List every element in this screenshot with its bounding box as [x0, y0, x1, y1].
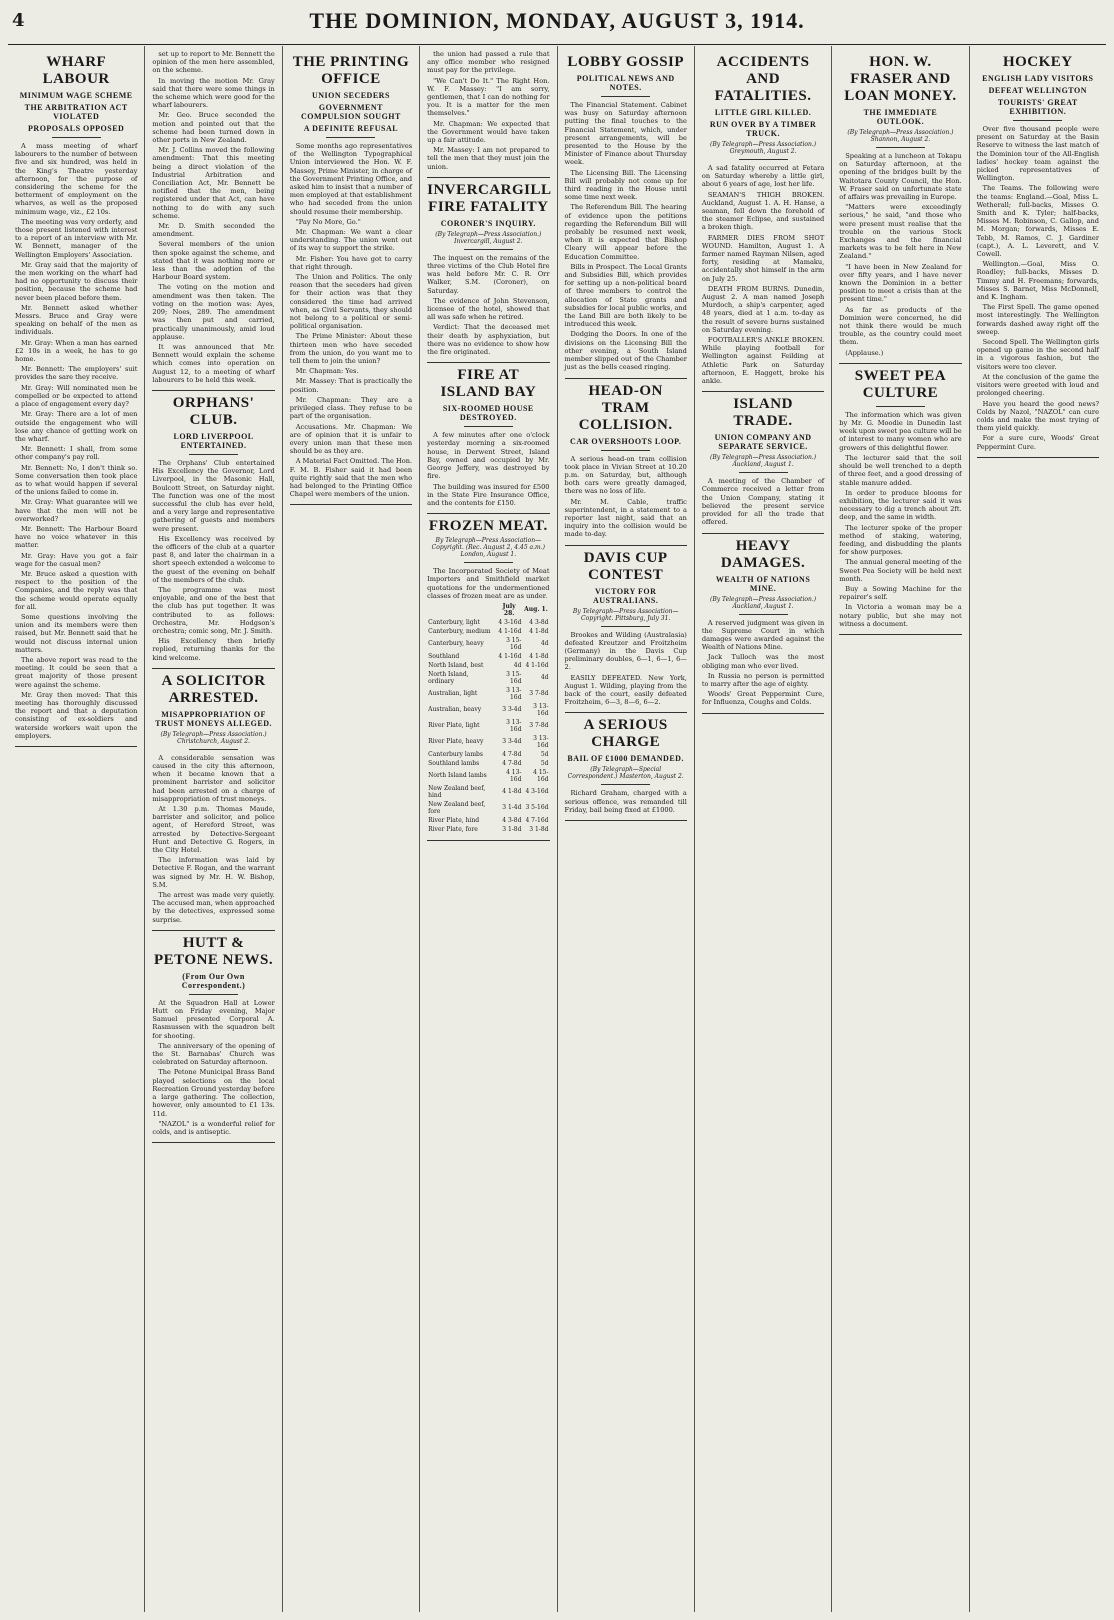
article-paragraph: Mr. Gray then moved: That this meeting has thoroughly discussed the report and that a deputation consisting of ex-soldiers and waterside workers wait upon the employers. — [15, 690, 138, 740]
article-paragraph: Mr. Massey: That is practically the position. — [289, 377, 413, 394]
price-table-cell: North Island lambs — [428, 772, 487, 780]
article — [565, 550, 687, 714]
article-dateline: (By Telegraph—Press Association.) Greymouth, August 2. — [709, 141, 817, 155]
article-subhead: MISAPPROPRIATION OF TRUST MONEYS ALLEGED. — [155, 709, 272, 728]
article-paragraph: FOOTBALLER'S ANKLE BROKEN. While playing football for Wellington against Feilding at Athletic Park on Saturday afternoon, E. Haggett, broke his ankle. — [701, 336, 825, 386]
article-divider — [565, 820, 687, 821]
article — [15, 54, 137, 747]
article-headline: HON. W. FRASER AND LOAN MONEY. — [844, 54, 957, 104]
price-table-cell: 4d — [540, 640, 549, 648]
headline-rule — [464, 562, 513, 563]
article-paragraph: "NAZOL" is a wonderful relief for colds, and is antiseptic. — [152, 1119, 275, 1136]
article-paragraph: DEATH FROM BURNS. Dunedin, August 2. A man named Joseph Murdoch, a ship's carpenter, aged 48 years, died at 1 a.m. to-day as the result of severe burns sustained on Saturday evening. — [701, 284, 825, 334]
price-table-row — [427, 768, 549, 784]
article-paragraph: Mr. Bennett: I shall, from some other company's pay roll. — [15, 445, 138, 462]
article-paragraph: Several members of the union then spoke against the scheme, and stated that it was nothing more or less than the adoption of the Harbour Board system. — [152, 240, 275, 282]
article-divider — [152, 390, 274, 391]
headline-rule — [326, 137, 375, 138]
article-divider — [702, 533, 824, 534]
article-divider — [152, 930, 274, 931]
article-subhead: ENGLISH LADY VISITORS — [982, 74, 1094, 83]
price-table-cell: New Zealand beef, fore — [428, 800, 486, 815]
price-table-cell: 4 3-16d — [525, 788, 549, 796]
article-paragraph: The above report was read to the meeting. It could be seen that a great majority of those present were against the scheme. — [15, 655, 138, 689]
article-paragraph: In Russia no person is permitted to marry after the age of eighty. — [701, 671, 825, 688]
article-paragraph: His Excellency was received by the officers of the club at a quarter past 8, and later the chairman in a short speech extended a welcome to the guest of the evening on behalf of the members of the club. — [152, 534, 275, 584]
price-table-row — [427, 652, 549, 661]
article-paragraph: Some questions involving the union and its members were then raised, but Mr. Bennett said that he would not discuss internal union matters. — [15, 612, 138, 654]
price-table-cell: 4 1-16d — [498, 627, 522, 635]
article-paragraph: The Union and Politics. The only reason that the seceders had given for their action was that they considered the time had arrived when, as Civil Servants, they should not belong to a political or semi-political organisation. — [289, 273, 413, 331]
article-paragraph: Dodging the Doors. In one of the divisions on the Licensing Bill the other evening, a South Island member slipped out of the Chamber just as the bells ceased ringing. — [564, 330, 687, 372]
article-divider — [565, 712, 687, 713]
article-headline: ORPHANS' CLUB. — [172, 394, 255, 428]
article-paragraph: Mr. Bennett: The Harbour Board have no voice whatever in this matter. — [15, 524, 138, 550]
article-paragraph: The meeting was very orderly, and those present listened with interest to a report of an interview with Mr. W. Bennett, manager of the Wellington Employers' Association. — [15, 217, 138, 259]
article-divider — [152, 1142, 274, 1143]
article-paragraph: In order to produce blooms for exhibition, the lecturer said it was necessary to dig a trench about 2ft. deep, and the same in width. — [839, 488, 962, 522]
article-subhead: MINIMUM WAGE SCHEME — [19, 91, 133, 100]
article-paragraph: A mass meeting of wharf labourers to the number of between five and six hundred, was held in the King's Theatre yesterday afternoon, for the purpose of considering the scheme for the betterment of employment on the wharves, as well as the proposed minimum wage, viz., £2 10s. — [15, 142, 138, 216]
article — [427, 181, 552, 363]
article-divider — [702, 391, 824, 392]
article-paragraph: The lecturer said that the soil should be well trenched to a depth of three feet, and a good dressing of stable manure added. — [839, 453, 962, 487]
price-table-row — [427, 670, 549, 686]
article-paragraph: Jack Tulloch was the most obliging man who ever lived. — [701, 653, 825, 670]
article-divider — [152, 668, 274, 669]
article-paragraph: Mr. D. Smith seconded the amendment. — [152, 222, 275, 239]
article-divider — [15, 746, 137, 747]
price-table-cell: 3 1-4d — [502, 804, 522, 812]
price-table-head-cell — [427, 602, 496, 618]
article-dateline: (By Telegraph—Press Association.) Auckland, August 1. — [709, 454, 817, 469]
price-table-cell: 3 1-8d — [502, 825, 522, 833]
price-table-cell: Canterbury, medium — [428, 627, 491, 635]
article-paragraph: Over five thousand people were present on Saturday at the Basin Reserve to witness the last match of the Dominion tour of the All-English ladies' hockey team against the picked representatives of Wellington. — [976, 125, 1099, 183]
article-divider — [427, 840, 549, 841]
price-table-row — [427, 759, 549, 768]
article-headline: HOCKEY — [1002, 54, 1073, 70]
price-table-head-cell: Aug. 1. — [524, 606, 548, 614]
article-paragraph: A serious head-on tram collision took place in Vivian Street at 10.20 p.m. on Saturday, but, although both cars were greatly damaged, there was no loss of life. — [564, 454, 687, 496]
article — [152, 50, 274, 391]
price-table-row — [427, 702, 549, 718]
price-table-cell: 4 1-8d — [529, 652, 549, 660]
column-6 — [695, 46, 832, 1612]
price-table-cell: 4 13-16d — [506, 768, 522, 783]
article-paragraph: For a sure cure, Woods' Great Peppermint Cure. — [976, 434, 1099, 451]
price-table-cell: 4d — [513, 661, 522, 669]
article-dateline: (By Telegraph—Special Correspondent.) Masterton, August 2. — [567, 766, 684, 781]
article-subhead: LORD LIVERPOOL ENTERTAINED. — [173, 431, 254, 450]
article-divider — [427, 362, 549, 363]
headline-rule — [189, 749, 238, 750]
page-number: 4 — [12, 10, 25, 31]
price-table-head-cell: July 28. — [502, 602, 516, 617]
headline-rule — [189, 994, 238, 995]
price-table-row — [427, 816, 549, 825]
newspaper-title: THE DOMINION, MONDAY, AUGUST 3, 1914. — [309, 8, 805, 33]
article-paragraph: (Applause.) — [845, 348, 884, 357]
article-subhead: DEFEAT WELLINGTON — [988, 86, 1087, 95]
price-table-cell: 3 3-4d — [502, 738, 522, 746]
price-table-cell: 3 1-8d — [529, 825, 549, 833]
price-table-cell: Southland — [428, 652, 460, 660]
article-paragraph: The Petone Municipal Brass Band played selections on the local Recreation Ground yesterday before a large gathering. The collection, however, only amounted to £1 13s. 11d. — [152, 1068, 275, 1118]
article-paragraph: The arrest was made very quietly. The accused man, when approached by the detectives, expressed some surprise. — [152, 891, 275, 924]
article-dateline: By Telegraph—Press Association—Copyright. Pittsburg, July 31. — [572, 607, 679, 622]
article-paragraph: Wellington.—Goal, Miss O. Roadley; full-backs, Misses D. Timmy and H. Freemans; forwards, Misses S. Barnet, Miss McDonnell, and K. Ingham. — [976, 260, 1099, 302]
price-table-row — [427, 718, 549, 734]
article-paragraph: The voting on the motion and amendment was then taken. The voting on the motion was: Ayes, 209; Noes, 289. The amendment was then put and carried, practically unanimously, amid loud applause. — [152, 283, 275, 341]
article-paragraph: "Pay No More, Go." — [295, 217, 361, 226]
price-table-cell: New Zealand beef, hind — [428, 784, 486, 799]
price-table-cell: North Island, ordinary — [428, 670, 469, 685]
headline-rule — [464, 426, 513, 427]
article-headline: THE PRINTING OFFICE — [292, 54, 410, 87]
price-table-cell: Canterbury, heavy — [428, 640, 484, 648]
article-paragraph: A reserved judgment was given in the Supreme Court in which damages were awarded against the Wealth of Nations Mine. — [701, 618, 825, 652]
price-table-row — [427, 686, 549, 702]
headline-rule — [601, 626, 650, 627]
article-paragraph: SEAMAN'S THIGH BROKEN. Auckland, August 1. A. H. Hanse, a seaman, fell down the forehold of the steamer Eclipse, and sustained a broken thigh. — [701, 190, 825, 232]
article-divider — [839, 363, 961, 364]
article-paragraph: Mr. Chapman: Yes. — [295, 367, 359, 376]
article-headline: DAVIS CUP CONTEST — [583, 549, 668, 583]
article-paragraph: the union had passed a rule that any office member who resigned must pay for the privilege. — [427, 50, 550, 75]
article-headline: A SERIOUS CHARGE — [583, 717, 668, 751]
price-table-cell: 4 1-8d — [529, 627, 549, 635]
article-paragraph: Mr. Gray: When a man has earned £2 10s in a week, he has to go home. — [15, 338, 138, 364]
price-table-cell: North Island, best — [428, 661, 484, 669]
article-subhead: POLITICAL NEWS AND NOTES. — [576, 74, 675, 92]
article-headline: WHARF LABOUR — [42, 54, 110, 87]
article-paragraph: In Victoria a woman may be a notary public, but she may not witness a document. — [839, 603, 962, 628]
article-paragraph: It was announced that Mr. Bennett would explain the scheme which comes into operation on August 12, to a meeting of wharf labourers to be held this week. — [152, 342, 275, 384]
article-paragraph: The evidence of John Stevenson, licensee of the hotel, showed that all was safe when he retired. — [427, 296, 550, 322]
article-paragraph: Mr. Bruce asked a question with respect to the position of the Companies, and the reply was that the scheme would operate equally for all. — [15, 569, 138, 611]
article-paragraph: Mr. J. Collins moved the following amendment: That this meeting being a direct violation of the Industrial Arbitration and Conciliation Act, Mr. Bennett be notified that the men, being registered under that Act, can have nothing to do with any such scheme. — [152, 146, 275, 220]
headline-rule — [876, 147, 925, 148]
article-headline: HUTT & PETONE NEWS. — [154, 934, 274, 968]
column-8 — [970, 46, 1106, 1612]
article-subhead: VICTORY FOR AUSTRALIANS. — [593, 586, 659, 605]
column-4 — [420, 46, 557, 1612]
masthead — [8, 4, 1106, 45]
price-table-cell: River Plate, fore — [428, 825, 478, 833]
article-headline: HEAD-ON TRAM COLLISION. — [578, 382, 673, 433]
article — [152, 935, 274, 1143]
headline-rule — [739, 159, 788, 160]
price-table-cell: Australian, heavy — [428, 706, 482, 714]
price-table-cell: 4d — [540, 674, 549, 682]
column-5 — [558, 46, 695, 1612]
article-paragraph: Mr. Bennett: The employers' suit provides the sare they receive. — [15, 365, 138, 382]
article-paragraph: The lecturer spoke of the proper method of staking, watering, feeding, and disbudding the plants for show purposes. — [839, 523, 962, 557]
headline-rule — [601, 450, 650, 451]
article-paragraph: The building was insured for £500 in the State Fire Insurance Office, and the contents for £150. — [427, 482, 550, 507]
article-divider — [565, 545, 687, 546]
price-table-row — [427, 734, 549, 750]
article — [839, 368, 961, 635]
article-paragraph: Mr. M. Cable, traffic superintendent, in a statement to a reporter last night, said that an inquiry into the collision would be made to-day. — [564, 497, 687, 539]
article-paragraph: The anniversary of the opening of the St. Barnabas' Church was celebrated on Saturday afternoon. — [152, 1041, 275, 1067]
article-subhead: WEALTH OF NATIONS MINE. — [715, 574, 811, 593]
article-paragraph: Speaking at a luncheon at Tokapu on Saturday afternoon, at the opening of the bridges built by the Waitotara County Council, the Hon. W. Fraser said on unfortunate state of affairs was prevailing in Europe. — [839, 152, 962, 202]
article-paragraph: "Matters were exceedingly serious," he said, "and those who were present must realise that the trouble on the various Stock Exchanges and the financial markets was to be felt here in New Zealand." — [839, 203, 962, 261]
headline-rule — [464, 249, 513, 250]
article-headline: INVERCARGILL FIRE FATALITY — [427, 181, 552, 215]
price-table-cell: Australian, light — [428, 690, 478, 698]
price-table — [427, 602, 549, 834]
article-paragraph: A sad fatality occurred at Fetara on Saturday whereby a little girl, about 6 years of age, lost her life. — [701, 164, 825, 189]
article-dateline: (By Telegraph—Press Association.) Christchurch, August 2. — [160, 730, 267, 745]
article-paragraph: set up to report to Mr. Bennett the opinion of the men here assembled, on the scheme. — [152, 50, 275, 75]
article-paragraph: The First Spell. The game opened most interestingly. The Wellington forwards dashed away right off the sweep. — [976, 303, 1099, 336]
price-table-cell: 4 3-16d — [498, 618, 522, 626]
article-divider — [565, 378, 687, 379]
article-paragraph: At 1.30 p.m. Thomas Maude, barrister and solicitor, and police agent, of Hereford Street, was arrested by Detective-Sergeant Hunt and Detective G. Rogers, in the City Hotel. — [152, 805, 275, 855]
columns-container — [8, 46, 1106, 1612]
article-subhead: GOVERNMENT COMPULSION SOUGHT — [301, 103, 401, 121]
headline-rule — [601, 96, 650, 97]
article-divider — [427, 513, 549, 514]
article-subhead: CAR OVERSHOOTS LOOP. — [570, 436, 682, 446]
price-table-cell: 4 3-8d — [529, 618, 549, 626]
price-table-cell: 4 7-8d — [502, 750, 522, 758]
article — [427, 518, 549, 841]
article-subhead: RUN OVER BY A TIMBER TRUCK. — [709, 120, 817, 138]
article-subhead: UNION COMPANY AND SEPARATE SERVICE. — [714, 433, 812, 452]
article-paragraph: Mr. Gray: What guarantee will we have that the men will not be overworked? — [15, 498, 138, 523]
price-table-cell: 3 5-16d — [525, 804, 549, 812]
article-headline: ISLAND TRADE. — [733, 396, 793, 430]
price-table-cell: 4 3-8d — [502, 816, 522, 824]
column-7 — [832, 46, 969, 1612]
price-table-cell: Southland lambs — [428, 759, 480, 767]
price-table-cell: 3 13-16d — [533, 734, 549, 749]
article-paragraph: Mr. Bennett asked whether Messrs. Bruce and Gray were speaking on behalf of the men as individuals. — [15, 303, 138, 337]
article-paragraph: At the Squadron Hall at Lower Hutt on Friday evening, Major Samuel presented Corporal A. Rasmussen with the squadron belt for shooting. — [152, 998, 275, 1040]
article-dateline: (By Telegraph—Press Association.) Auckland, August 1. — [709, 595, 817, 610]
price-table-cell: 4 1-16d — [498, 652, 522, 660]
article-paragraph: Mr. Geo. Bruce seconded the motion and pointed out that the scheme had been turned down in other ports in New Zealand. — [152, 111, 275, 145]
article — [977, 54, 1099, 458]
article — [427, 50, 549, 178]
article — [565, 383, 687, 546]
price-table-cell: Canterbury, light — [428, 618, 480, 626]
article-subhead: SIX-ROOMED HOUSE DESTROYED. — [442, 404, 534, 423]
price-table-cell: 3 13-16d — [506, 686, 522, 701]
price-table-row — [427, 636, 549, 652]
price-table-cell: Canterbury lambs — [428, 750, 483, 758]
article-paragraph: Mr. Chapman: We want a clear understanding. The union went out of its way to support the strike. — [289, 228, 413, 253]
article-dateline: (By Telegraph—Press Association.) Shannon, August 2. — [847, 129, 954, 143]
article-paragraph: The Teams. The following were the teams: England.—Goal, Miss L. Wetherall; full-backs, Misses O. Smith and K. Tyler; half-backs, Misses M. Robinson, C. Gallop, and M. Morgan; forwards, Misses E. Tebb, M. Ramos, C. J. Gardiner (capt.), A. L. Leverett, and V. Cowell. — [976, 184, 1099, 259]
headline-rule — [876, 406, 925, 407]
article-paragraph: At the conclusion of the game the visitors were greeted with loud and prolonged cheering. — [976, 372, 1099, 398]
article-paragraph: The Licensing Bill. The Licensing Bill will probably not come up for third reading in the House until some time next week. — [564, 168, 687, 202]
price-table-cell: 4 15-16d — [533, 768, 549, 783]
price-table-cell: 3 15-16d — [506, 670, 522, 685]
article-headline: A SOLICITOR ARRESTED. — [161, 672, 266, 706]
article-paragraph: Have you heard the good news? Colds by Nazol, "NAZOL" can cure colds and make the most trying of them yield quickly. — [976, 399, 1099, 433]
article-divider — [702, 713, 824, 714]
article-subhead: (From Our Own Correspondent.) — [181, 971, 246, 990]
headline-rule — [52, 137, 101, 138]
article-paragraph: EASILY DEFEATED. New York, August 1. Wilding, playing from the back of the court, easily defeated Froitzheim, 6—3, 8—6, 6—2. — [564, 673, 687, 707]
article-paragraph: Mr. Fisher: You have got to carry that right through. — [289, 254, 413, 271]
price-table-cell: River Plate, heavy — [428, 738, 484, 746]
article-paragraph: A meeting of the Chamber of Commerce received a letter from the Union Company, stating it believed the present service provided for all the trade that offered. — [701, 477, 825, 527]
article-paragraph: A considerable sensation was caused in the city this afternoon, when it became known that a prominent barrister and solicitor had been arrested on a charge of misappropriation of trust moneys. — [152, 753, 275, 803]
price-table-cell: River Plate, light — [428, 722, 480, 730]
article — [152, 395, 274, 669]
price-table-row — [427, 661, 549, 670]
article-paragraph: Verdict: That the deceased met their death by asphyxiation, but there was no evidence to show how the fire originated. — [427, 323, 550, 357]
article-subhead: LITTLE GIRL KILLED. — [714, 108, 812, 117]
article-paragraph: Brookes and Wilding (Australasia) defeated Kreutzer and Froitzheim (Germany) in the Davis Cup preliminary doubles, 6—1, 6—1, 6—2. — [564, 630, 687, 672]
article-subhead: UNION SECEDERS — [311, 91, 390, 100]
price-table-row — [427, 750, 549, 759]
article — [565, 54, 687, 379]
article-paragraph: Mr. Massey: I am not prepared to tell the men that they must join the union. — [427, 146, 550, 171]
article-dateline: By Telegraph—Press Association—Copyright. (Rec. August 2, 4.45 a.m.) London, August 1. — [431, 537, 545, 559]
price-table-cell: 4 7-8d — [502, 759, 522, 767]
price-table-row — [427, 618, 549, 627]
price-table-cell: 4 1-8d — [502, 788, 522, 796]
article-paragraph: Mr. Chapman: We expected that the Government would have taken up a fair attitude. — [427, 119, 550, 145]
article-subhead: CORONER'S INQUIRY. — [440, 218, 536, 228]
article-paragraph: The Referendum Bill. The hearing of evidence upon the petitions regarding the Referendum Bill will probably be resumed next week, when it is expected that Bishop Cleary will appear before the Education Committee. — [564, 203, 687, 261]
price-table-cell: 4 1-16d — [525, 661, 549, 669]
price-table-cell: 3 7-8d — [529, 722, 549, 730]
article — [702, 54, 824, 392]
article-subhead: THE IMMEDIATE OUTLOOK. — [863, 108, 938, 126]
article-subhead: THE ARBITRATION ACT VIOLATED — [24, 103, 128, 121]
article-divider — [839, 634, 961, 635]
article-paragraph: The Orphans' Club entertained His Excellency the Governor, Lord Liverpool, in the Masonic Hall, Boulcott Street, on Saturday night. The function was one of the most successful the club has ever held, and a very large and representative gathering of guests and members were present. — [152, 458, 275, 533]
article-paragraph: The inquest on the remains of the three victims of the Club Hotel fire was held before Mr. C. R. Orr Walker, S.M. (Coroner), on Saturday. — [427, 253, 550, 295]
article-paragraph: Accusations. Mr. Chapman: We are of opinion that it is unfair to every union man that these men should be as they are. — [289, 422, 413, 456]
price-table-cell: 3 3-4d — [502, 706, 522, 714]
article-paragraph: FARMER DIES FROM SHOT WOUND. Hamilton, August 1. A farmer named Rayman Nilsen, aged forty, residing at Mamaku, accidentally shot himself in the arm on July 25. — [701, 233, 825, 283]
article-paragraph: "I have been in New Zealand for over fifty years, and I have never known the Dominion in a better position to meet a crisis than at the present time." — [839, 262, 962, 304]
column-1 — [8, 46, 145, 1612]
price-table-cell: 3 13-16d — [533, 702, 549, 717]
price-table-cell: 3 15-16d — [506, 636, 522, 651]
article-divider — [290, 504, 412, 505]
article-paragraph: The Prime Minister: About these thirteen men who have seceded from the union, do you want me to tell them to join the union? — [289, 332, 413, 366]
article-paragraph: Mr. Gray: Have you got a fair wage for the casual men? — [15, 551, 138, 568]
article-headline: SWEET PEA CULTURE — [854, 367, 947, 401]
article — [152, 673, 274, 931]
article-subhead: PROPOSALS OPPOSED — [28, 124, 125, 133]
price-table-row — [427, 627, 549, 636]
headline-rule — [601, 784, 650, 785]
article-headline: FIRE AT ISLAND BAY — [440, 367, 537, 401]
article — [702, 396, 824, 533]
article-paragraph: Some months ago representatives of the Wellington Typographical Union interviewed the Hon. W. F. Massey, Prime Minister, in charge of the Government Printing Office, and asked him to insist that a number of men employed at that establishment who had seceded from the union should resume their membership. — [289, 142, 413, 216]
headline-rule — [739, 614, 788, 615]
article-paragraph: A few minutes after one o'clock yesterday morning a six-roomed house, in Derwent Street, Island Bay, owned and occupied by Mr. George Jeffery, was destroyed by fire. — [427, 431, 550, 481]
price-table-row — [427, 825, 549, 834]
price-table-cell: 5d — [540, 759, 549, 767]
article — [702, 538, 824, 714]
article-paragraph: The Incorporated Society of Meat Importers and Smithfield market quotations for the undermentioned classes of frozen meat are as under. — [427, 567, 550, 600]
article — [290, 54, 412, 505]
price-table-header — [427, 602, 549, 618]
headline-rule — [739, 472, 788, 473]
headline-rule — [189, 454, 238, 455]
article-paragraph: In moving the motion Mr. Gray said that there were some things in the scheme which were good for the wharf labourers. — [152, 76, 275, 110]
article-paragraph: A Material Fact Omitted. The Hon. F. M. B. Fisher said it had been quite rightly said that the men who had belonged to the Printing Office Chapel were members of the union. — [289, 457, 413, 499]
article — [427, 367, 549, 514]
article-paragraph: Woods' Great Peppermint Cure, for Influenza, Coughs and Colds. — [701, 690, 825, 707]
article-paragraph: Second Spell. The Wellington girls opened up game in the second half in a vigorous fashion, but the visitors were too clever. — [976, 338, 1099, 371]
article-subhead: A DEFINITE REFUSAL — [303, 124, 399, 133]
price-table-row — [427, 800, 549, 816]
article-paragraph: Mr. Bennett: No, I don't think so. Some conversation then took place as to what would happen if several of the unions failed to come in. — [15, 463, 138, 497]
article-headline: LOBBY GOSSIP — [567, 54, 685, 70]
article-paragraph: Mr. Gray: Will nominated men be compelled or be expected to attend a place of engagement every day? — [15, 383, 138, 409]
price-table-cell: River Plate, hind — [428, 816, 480, 824]
article-paragraph: Bills in Prospect. The Local Grants and Subsidies Bill, which provides for setting up a non-political board of three members to control the allocation of State grants and subsidies for local public works, and the Land Bill are both likely to be introduced this week. — [564, 262, 687, 329]
price-table-cell: 3 7-8d — [529, 690, 549, 698]
article-paragraph: As far as products of the Dominion were concerned, he did not think there would be much trouble, as the country could meet them. — [839, 305, 962, 347]
article-headline: ACCIDENTS AND FATALITIES. — [714, 54, 812, 104]
price-table-cell: 4 7-16d — [525, 816, 549, 824]
article-paragraph: His Excellency then briefly replied, returning thanks for the kind welcome. — [152, 637, 275, 662]
article-paragraph: The information which was given by Mr. G. Moodie in Dunedin last week upon sweet pea culture will be of interest to many women who are growers of this delightful flower. — [839, 410, 962, 452]
article-paragraph: Mr. Gray: There are a lot of men outside the engagement who will lose any chance of getting work on the wharf. — [15, 410, 138, 443]
price-table-row — [427, 784, 549, 800]
article-paragraph: "We Can't Do It." The Right Hon. W. F. Massey: "I am sorry, gentlemen, that I can do nothing for you. It is a matter for the men themselves." — [427, 76, 550, 118]
article-paragraph: Mr. Gray said that the majority of the men working on the wharf had had no opportunity to discuss their position, because the scheme had never been placed before them. — [15, 260, 138, 302]
article-subhead: TOURISTS' GREAT EXHIBITION. — [997, 98, 1078, 116]
price-table-cell: 3 13-16d — [506, 718, 522, 733]
column-2 — [145, 46, 282, 1612]
article-headline: HEAVY DAMAGES. — [720, 537, 806, 571]
article-paragraph: The programme was most enjoyable, and one of the best that the club has put together. It was contributed to as follows: Orchestra, Mr. Hodgson's orchestra; comic song, Mr. J. Smith. — [152, 585, 275, 635]
article-headline: FROZEN MEAT. — [428, 518, 548, 535]
article — [565, 717, 687, 821]
headline-rule — [1013, 120, 1062, 121]
article-dateline: (By Telegraph—Press Association.) Invercargill, August 2. — [435, 230, 542, 245]
price-table-cell: 5d — [540, 750, 549, 758]
article-paragraph: Buy a Sowing Machine for the repairer's self. — [839, 584, 962, 602]
article — [839, 54, 961, 364]
article-paragraph: The Financial Statement. Cabinet was busy on Saturday afternoon putting the final touches to the Financial Statement, which, under present arrangements, will be presented to the House by the Minister of Finance about Thursday week. — [564, 101, 687, 167]
article-paragraph: The information was laid by Detective F. Rogan, and the warrant was signed by Mr. H. W. Bishop, S.M. — [152, 856, 275, 889]
article-paragraph: Richard Graham, charged with a serious offence, was remanded till Friday, bail being fixed at £1000. — [564, 789, 687, 814]
article-paragraph: Mr. Chapman: They are a privileged class. They refuse to be part of the organisation. — [289, 395, 413, 421]
article-divider — [427, 177, 549, 178]
article-subhead: BAIL OF £1000 DEMANDED. — [567, 754, 684, 764]
column-3 — [283, 46, 420, 1612]
article-divider — [977, 457, 1099, 458]
article-paragraph: The annual general meeting of the Sweet Pea Society will be held next month. — [839, 558, 962, 583]
